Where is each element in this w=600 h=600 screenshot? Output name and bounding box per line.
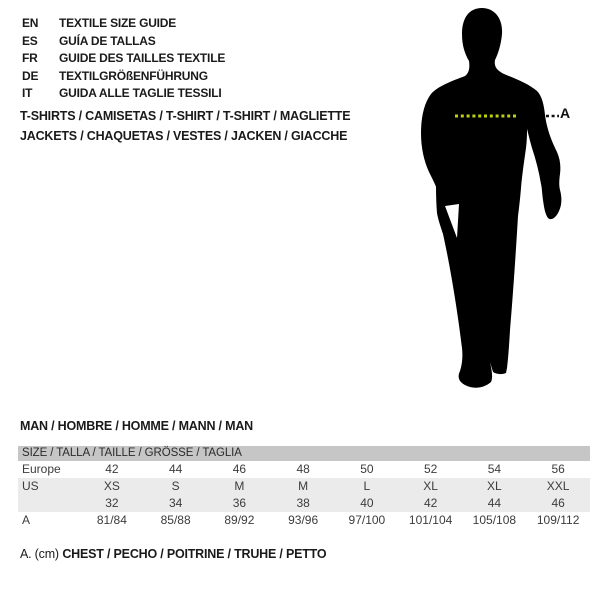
table-cell: 46 (232, 462, 247, 476)
table-cell: 89/92 (224, 513, 255, 527)
table-cell: 42 (105, 462, 119, 476)
table-cell: M (234, 479, 245, 493)
row-label: Europe (22, 462, 61, 476)
table-cell: 97/100 (348, 513, 386, 527)
footnote-text: CHEST / PECHO / POITRINE / TRUHE / PETTO (62, 547, 327, 561)
language-row (22, 33, 225, 51)
table-cell: 93/96 (288, 513, 319, 527)
category-jackets: JACKETS / CHAQUETAS / VESTES / JACKEN / GIACCHE (20, 129, 348, 143)
table-row-chest-a (18, 512, 590, 529)
language-header (22, 15, 225, 103)
table-cell: XL (423, 479, 438, 493)
language-code: DE (22, 68, 39, 83)
table-cell: 56 (551, 462, 565, 476)
category-tshirts: T-SHIRTS / CAMISETAS / T-SHIRT / T-SHIRT / MAGLIETTE (20, 109, 351, 123)
table-cell: 40 (360, 496, 374, 510)
table-cell: 44 (168, 462, 183, 476)
table-cell: 42 (423, 496, 438, 510)
table-cell: 34 (168, 496, 183, 510)
table-cell: 52 (423, 462, 438, 476)
section-title-man: MAN / HOMBRE / HOMME / MANN / MAN (20, 419, 253, 433)
table-cell: S (171, 479, 180, 493)
size-table-header: SIZE / TALLA / TAILLE / GRÖSSE / TAGLIA (18, 446, 590, 461)
table-row-europe (18, 461, 590, 478)
table-cell: 44 (487, 496, 502, 510)
measurement-footnote (20, 547, 326, 561)
table-cell: XL (487, 479, 502, 493)
language-code: EN (22, 16, 39, 30)
table-cell: L (363, 479, 371, 493)
language-label: TEXTILGRÖßENFÜHRUNG (59, 68, 208, 83)
size-table (18, 446, 590, 529)
table-cell: 46 (551, 496, 565, 510)
language-row (22, 15, 225, 33)
table-cell: XXL (546, 479, 570, 493)
language-code: FR (22, 51, 38, 65)
man-silhouette (410, 0, 600, 400)
table-row-us-numeric (18, 495, 590, 512)
table-cell: 81/84 (96, 513, 127, 527)
row-label: US (22, 479, 39, 493)
language-label: TEXTILE SIZE GUIDE (59, 16, 177, 30)
table-cell: M (298, 479, 309, 493)
language-label: GUIDA ALLE TAGLIE TESSILI (59, 86, 222, 100)
language-row (22, 50, 225, 68)
table-cell: 36 (232, 496, 247, 510)
table-row-us (18, 478, 590, 495)
table-cell: 54 (487, 462, 502, 476)
language-row (22, 85, 225, 103)
language-label: GUÍA DE TALLAS (59, 33, 156, 48)
product-categories (20, 106, 350, 146)
row-label (18, 495, 80, 512)
table-cell: 105/108 (472, 513, 517, 527)
language-code: IT (22, 86, 33, 100)
language-label: GUIDE DES TAILLES TEXTILE (59, 51, 226, 65)
language-row (22, 68, 225, 86)
table-cell: 85/88 (160, 513, 191, 527)
measure-label-a: A (560, 105, 571, 121)
table-cell: 48 (296, 462, 310, 476)
footnote-prefix: A. (cm) (20, 547, 59, 561)
table-cell: 32 (105, 496, 119, 510)
table-cell: 50 (360, 462, 374, 476)
table-cell: 109/112 (536, 513, 580, 527)
man-figure (410, 0, 600, 400)
table-cell: 38 (296, 496, 310, 510)
table-cell: XS (103, 479, 120, 493)
table-cell: 101/104 (408, 513, 453, 527)
language-code: ES (22, 33, 38, 48)
row-label: A (22, 513, 31, 527)
